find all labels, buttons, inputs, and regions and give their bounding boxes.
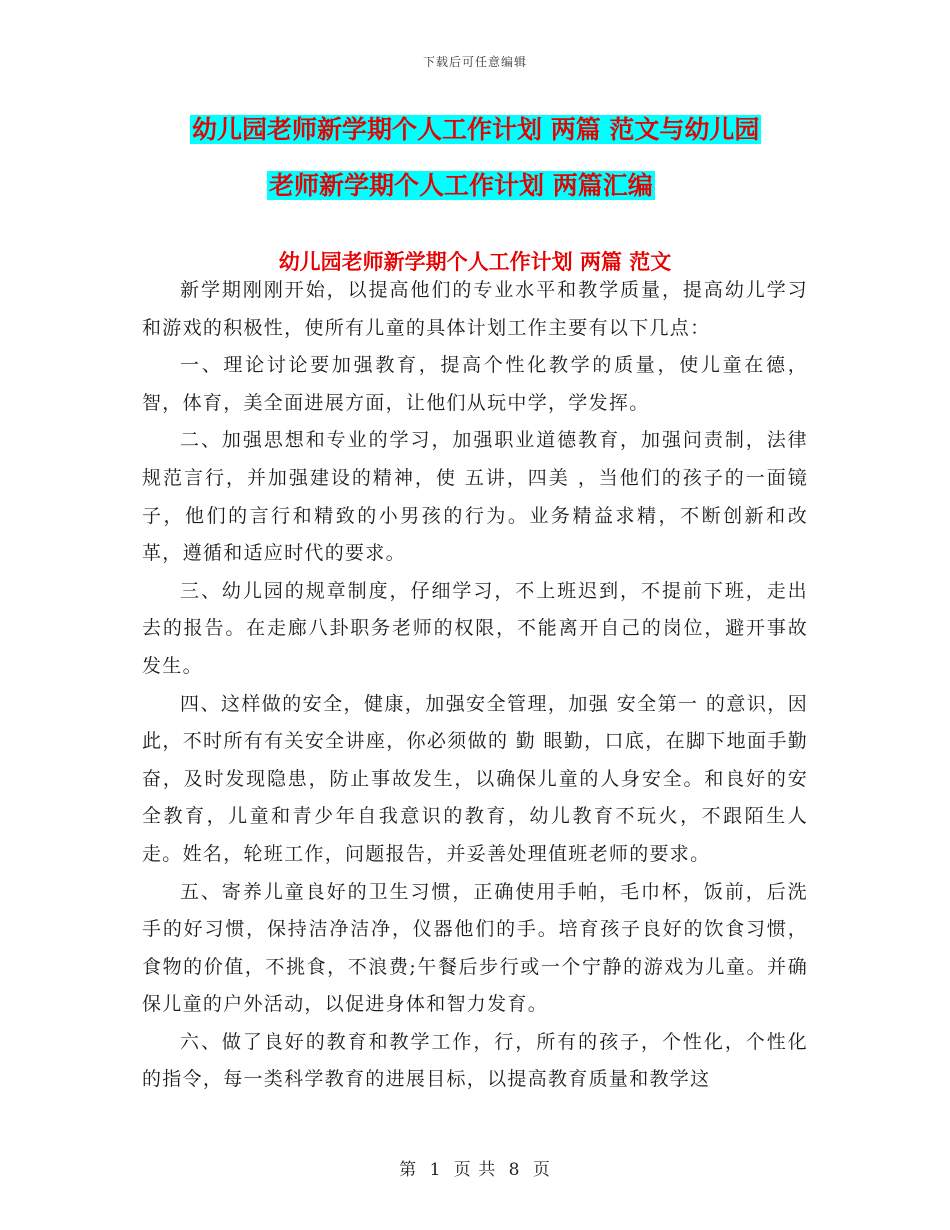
page-total-number: 8 (508, 1160, 521, 1180)
page-footer (0, 1155, 950, 1180)
title-highlight-1: 幼儿园老师新学期个人工作计划 两篇 范文与幼儿园 (192, 115, 760, 144)
paragraph-item-5: 五、寄养儿童良好的卫生习惯，正确使用手帕，毛巾杯，饭前，后洗手的好习惯，保持洁净洁净，仪器他们的手。培育孩子良好的饮食习惯，食物的价值，不挑食，不浪费;午餐后步行或一个宁静的游戏为儿童。并确保儿童的户外活动，以促进身体和智力发育。 (142, 880, 808, 1016)
paragraph-intro: 新学期刚刚开始，以提高他们的专业水平和教学质量，提高幼儿学习和游戏的积极性，使所有儿童的具体计划工作主要有以下几点： (142, 279, 808, 339)
section-subtitle: 幼儿园老师新学期个人工作计划 两篇 范文 (278, 250, 672, 274)
title-highlight-2: 老师新学期个人工作计划 两篇汇编 (269, 171, 653, 200)
page-prefix: 第 (399, 1160, 418, 1180)
document-title (190, 108, 830, 220)
page-header-note: 下载后可任意编辑 (422, 55, 527, 69)
document-title-line-2 (190, 164, 830, 206)
page-suffix: 页 (532, 1160, 551, 1180)
document-body (142, 272, 808, 1099)
paragraph-item-3: 三、幼儿园的规章制度，仔细学习，不上班迟到，不提前下班，走出去的报告。在走廊八卦职务老师的权限，不能离开自己的岗位，避开事故发生。 (142, 579, 808, 677)
document-title-line-1 (190, 108, 830, 150)
paragraph-item-2: 二、加强思想和专业的学习，加强职业道德教育，加强问责制，法律规范言行，并加强建设的精神，使 五讲，四美 ，当他们的孩子的一面镜子，他们的言行和精致的小男孩的行为。业务精益求精，不断创新和改革，遵循和适应时代的要求。 (142, 429, 808, 565)
paragraph-item-6: 六、做了良好的教育和教学工作，行，所有的孩子，个性化，个性化的指令，每一类科学教育的进展目标，以提高教育质量和教学这 (142, 1030, 808, 1091)
page-mid: 页 共 (453, 1160, 497, 1180)
page-current-number: 1 (429, 1160, 442, 1180)
paragraph-item-4: 四、这样做的安全，健康，加强安全管理，加强 安全第一 的意识，因此，不时所有有关安全讲座，你必须做的 勤 眼勤，口底，在脚下地面手勤奋，及时发现隐患，防止事故发生，以确保儿童的人身安全。和良好的安全教育，儿童和青少年自我意识的教育，幼儿教育不玩火，不跟陌生人走。姓名，轮班工作，问题报告，并妥善处理值班老师的要求。 (142, 692, 808, 865)
paragraph-item-1: 一、理论讨论要加强教育，提高个性化教学的质量，使儿童在德，智，体育，美全面进展方面，让他们从玩中学，学发挥。 (142, 354, 808, 414)
